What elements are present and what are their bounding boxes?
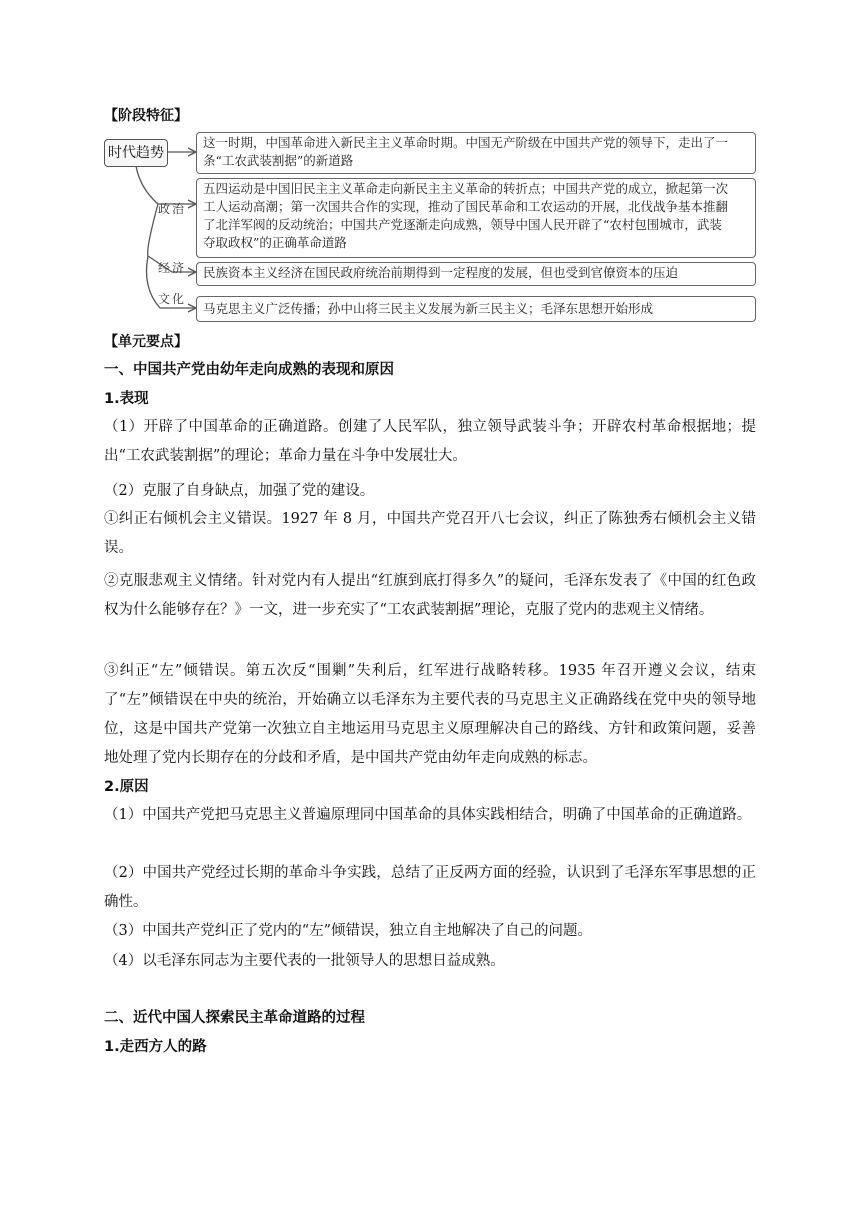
performance-paragraph-1: （1）开辟了中国革命的正确道路。创建了人民军队，独立领导武装斗争；开辟农村革命根据地；提出“工农武装割据”的理论；革命力量在斗争中发展壮大。 [104, 419, 756, 464]
culture-description-box [196, 296, 756, 322]
reason-paragraph-4: （4）以毛泽东同志为主要代表的一批领导人的思想日益成熟。 [104, 953, 505, 969]
culture-label: 文化 [158, 292, 187, 306]
performance-paragraph-4: ②克服悲观主义情绪。针对党内有人提出“红旗到底打得多久”的疑问，毛泽东发表了《中国的红色政权为什么能够存在？》一文，进一步充实了“工农武装割据”理论，克服了党内的悲观主义情绪。 [104, 573, 756, 618]
performance-paragraph-3: ①纠正右倾机会主义错误。1927 年 8 月，中国共产党召开八七会议，纠正了陈独秀右倾机会主义错误。 [104, 511, 756, 556]
performance-paragraph-2: （2）克服了自身缺点，加强了党的建设。 [104, 483, 375, 499]
reason-paragraph-2: （2）中国共产党经过长期的革命斗争实践，总结了正反两方面的经验，认识到了毛泽东军事思想的正确性。 [104, 865, 756, 910]
section-1-title: 一、中国共产党由幼年走向成熟的表现和原因 [104, 362, 394, 378]
stage-features-heading: 【阶段特征】 [104, 108, 188, 124]
section-2-title: 二、近代中国人探索民主革命道路的过程 [104, 1010, 365, 1026]
politics-label: 政治 [158, 202, 187, 216]
subsection-reasons-title: 2.原因 [104, 779, 149, 795]
trend-text-line-2: 条“工农武装割据”的新道路 [203, 153, 354, 168]
politics-text-line-4: 夺取政权”的正确革命道路 [203, 235, 347, 250]
subsection-performance-title: 1.表现 [104, 391, 149, 407]
politics-text-line-1: 五四运动是中国旧民主主义革命走向新民主主义革命的转折点；中国共产党的成立，掀起第一次 [203, 181, 729, 196]
politics-description-box [196, 178, 756, 258]
trend-description-box [196, 132, 756, 174]
trend-label-box [104, 139, 168, 167]
economy-description-box [196, 262, 756, 286]
performance-paragraph-5: ③纠正“左”倾错误。第五次反“围剿”失利后，红军进行战略转移。1935 年召开遵义会议，结束了“左”倾错误在中央的统治，开始确立以毛泽东为主要代表的马克思主义正确路线在党中央的领导地位，这是中国共产党第一次独立自主地运用马克思主义原理解决自己的路线、方针和政策问题，妥善地处理了党内长期存在的分歧和矛盾，是中国共产党由幼年走向成熟的标志。 [104, 663, 756, 766]
trend-label: 时代趋势 [108, 145, 164, 161]
subsection-west-path-title: 1.走西方人的路 [104, 1039, 207, 1055]
politics-text-line-2: 工人运动高潮；第一次国共合作的实现，推动了国民革命和工农运动的开展，北伐战争基本推翻 [203, 199, 729, 214]
culture-text: 马克思主义广泛传播；孙中山将三民主义发展为新三民主义；毛泽东思想开始形成 [203, 301, 654, 316]
unit-points-heading: 【单元要点】 [104, 334, 188, 350]
economy-text: 民族资本主义经济在国民政府统治前期得到一定程度的发展，但也受到官僚资本的压迫 [203, 265, 679, 280]
stage-features-diagram [100, 128, 760, 328]
politics-text-line-3: 了北洋军阀的反动统治；中国共产党逐渐走向成熟，领导中国人民开辟了“农村包围城市，武装 [203, 217, 722, 232]
economy-label: 经济 [158, 261, 187, 275]
trend-text-line-1: 这一时期，中国革命进入新民主主义革命时期。中国无产阶级在中国共产党的领导下，走出了一 [203, 135, 729, 150]
reason-paragraph-3: （3）中国共产党纠正了党内的“左”倾错误，独立自主地解决了自己的问题。 [104, 923, 593, 939]
reason-paragraph-1: （1）中国共产党把马克思主义普遍原理同中国革命的具体实践相结合，明确了中国革命的正确道路。 [104, 807, 752, 823]
